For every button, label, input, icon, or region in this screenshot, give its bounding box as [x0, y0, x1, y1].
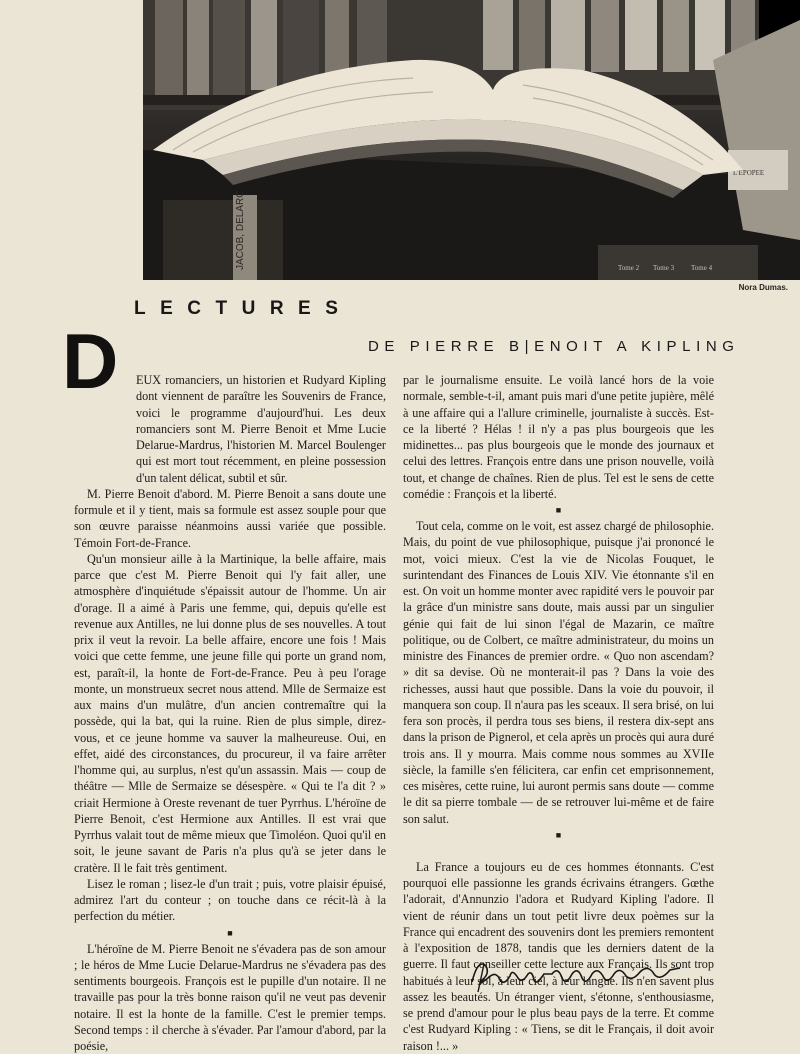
author-signature	[466, 952, 686, 999]
signature-illustration	[466, 952, 686, 994]
article-paragraph: par le journalisme ensuite. Le voilà lancé hors de la voie normale, semble-t-il, amant puis mari d'une petite jupière, mêlé à une affaire qui a l'allure criminelle, journaliste à succès. Est-ce la liberté ? Hélas ! il n'y a pas plus bourgeois que les midinettes... pas plus bourgeois que le monde des journaux et celui des lettres. François entre dans une prison nouvelle, voilà tout, et change de chaînes. Rien de plus. Tel est le sens de cette comédie : François et la liberté.	[403, 373, 714, 501]
section-separator: ■	[555, 829, 562, 840]
section-heading: LECTURES	[134, 298, 353, 319]
section-separator: ■	[555, 505, 562, 515]
book-photo-illustration	[143, 0, 800, 280]
header-photo	[143, 0, 800, 280]
spine-label: Tome 2	[618, 264, 640, 272]
spine-label: L'EPOPEE	[733, 169, 765, 177]
spine-label: JACOB, DELARC	[235, 190, 246, 270]
article-paragraph: Lisez le roman ; lisez-le d'un trait ; puis, votre plaisir épuisé, admirez l'art du conteur ; on touche dans ce récit-là à la perfection du métier.	[74, 876, 386, 924]
article-paragraph: EUX romanciers, un historien et Rudyard Kipling dont viennent de paraître les Souvenirs de France, voici le programme d'aujourd'hui. Les deux romanciers sont M. Pierre Benoit et Mme Lucie Delarue-Mardrus, l'historien M. Marcel Boulenger qui est mort tout récemment, en pleine possession d'un talent délicat, subtil et sûr.	[136, 373, 386, 485]
left-column	[74, 372, 386, 1054]
drop-cap: D	[62, 317, 119, 405]
article-paragraph: Qu'un monsieur aille à la Martinique, la belle affaire, mais parce que c'est M. Pierre Benoit qui l'y fait aller, une atmosphère d'inquiétude s'épaissit autour de l'homme. Un air d'orage. Il a aimé à Paris une femme, qui, depuis qu'elle est revenue aux Antilles, ne lui donne plus de ses nouvelles. A tout prix il veut la revoir. La belle affaire, encore une fois ! Mais voici que cette femme, une jeune fille qui porte un grand nom, est, paraît-il, la honte de Fort-de-France. Peu à peu l'orage monte, un monstrueux secret nous attend. Mlle de Sermaize est aux mains d'un mulâtre, d'un ancien contremaître qui la possède, qui la bat, qui la ruine. Rien de plus simple, direz-vous, et ce jeune homme va sauver la malheureuse. Oui, en effet, aidé des circonstances, du procureur, il va faire arrêter l'homme qui, au surplus, n'est qu'un assassin. Mais — coup de théâtre — Mlle de Sermaize se désespère. « Qui te l'a dit ? » criait Hermione à Oreste revenant de tuer Pyrrhus. L'héroïne de Pierre Benoit, c'est Hermione aux Antilles. Il est vrai que Pyrrhus valait tout de même mieux que Timoléon. Quoi qu'il en soit, le jeune savant de Paris n'a plus qu'à se jeter dans le cratère. Il le fait très gentiment.	[74, 551, 386, 875]
photo-credit: Nora Dumas.	[738, 283, 788, 292]
article-paragraph: M. Pierre Benoit d'abord. M. Pierre Benoit a sans doute une formule et il y tient, mais sa formule est assez souple pour que son œuvre paraisse néanmoins aussi variée que possible. Témoin Fort-de-France.	[74, 486, 386, 550]
article-paragraph: La France a toujours eu de ces hommes étonnants. C'est pourquoi elle passionne les grands écrivains étrangers. Gœthe l'adorait, d'Annunzio l'adora et Rudyard Kipling l'adore. Il vient de réunir dans un tout petit livre deux poèmes sur la France qui encadrent des souvenirs dont les premiers remontent à l'exposition de 1878, tandis que les derniers datent de la guerre. Il faut conseiller cette lecture aux Français. Ils sont trop habitués à leur sol, à leur ciel, à leur langue. Ils n'en savent plus assez les beautés. Un étranger vient, s'étonne, s'enthousiasme, se prend d'amour pour le plus beau pays de la terre. Et comme c'est Rudyard Kipling : « Tiens, se dit le Français, il doit avoir raison !... »	[403, 859, 714, 1053]
spine-label: Tome 3	[653, 264, 675, 272]
article-paragraph: Tout cela, comme on le voit, est assez chargé de philosophie. Mais, du point de vue philosophique, puisque j'ai prononcé le mot, voici mieux. C'est la vie de Nicolas Fouquet, le surintendant des Finances de Louis XIV. Vie étonnante s'il en est. On voit un homme monter avec rapidité vers le pouvoir par la grâce d'un ministre sans doute, mais aussi par un singulier génie qui fait de lui sinon l'égal de Mazarin, ce maître politique, ou de Colbert, ce maître administrateur, du moins un ministre des Finances de premier ordre. « Quo non ascendam? » dit sa devise. Où ne monterait-il pas ? Dans la voie des richesses, aussi haut que possible. Dans la voie du pouvoir, il manquera son coup. Il n'aura pas les sceaux. Il sera brisé, on lui fera son procès, il perdra tous ses biens, il restera dix-sept ans dans la prison de Pignerol, et cela après un procès qui aura duré trois ans. Il y mourra. Mais comme nous sommes au XVIIe siècle, la famille s'en félicitera, car enfin cet emprisonnement, ces misères, cette ruine, lui auront permis sans doute — comme le dit sa pierre tombale — de se retrouver lui-même et de faire son salut.	[403, 519, 714, 826]
article-paragraph: L'héroïne de M. Pierre Benoit ne s'évadera pas de son amour ; le héros de Mme Lucie Delarue-Mardrus ne s'évadera pas des sentiments bourgeois. François est le pupille d'un notaire. Il ne travaille pas pour la très bonne raison qu'il ne veut pas devenir notaire. Il est la honte de la famille. C'est le premier temps. Second temps : il cherche à s'évader. Par l'amour d'abord, par la poésie,	[74, 941, 386, 1053]
article-subheading: DE PIERRE B|ENOIT A KIPLING	[368, 338, 740, 355]
spine-label: Tome 4	[691, 264, 713, 272]
section-separator: ■	[227, 927, 233, 938]
